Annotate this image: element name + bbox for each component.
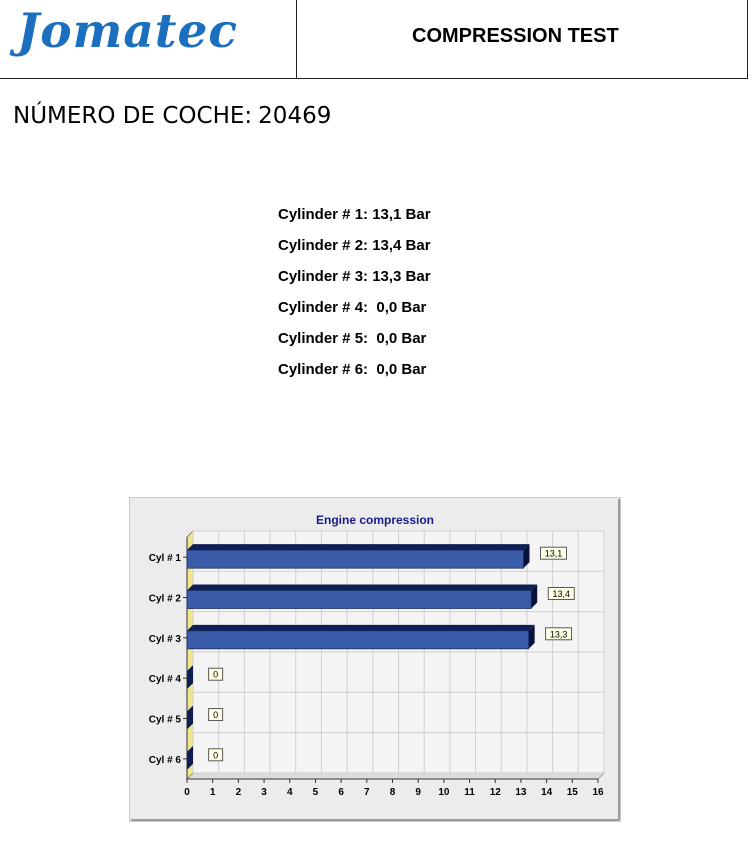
x-tick-label: 11: [464, 787, 475, 798]
cylinder-reading: Cylinder # 3: 13,3 Bar: [278, 268, 431, 285]
y-tick-label: Cyl # 6: [148, 754, 181, 766]
engine-compression-chart: [129, 497, 621, 822]
y-tick-label: Cyl # 4: [148, 674, 181, 686]
data-label: 0: [213, 710, 219, 720]
x-tick-label: 2: [235, 787, 242, 798]
car-number-line: [13, 103, 337, 129]
x-tick-label: 3: [261, 787, 267, 798]
x-tick-label: 7: [364, 787, 370, 798]
cylinder-reading: Cylinder # 4: 0,0 Bar: [278, 299, 427, 316]
x-tick-label: 1: [209, 787, 216, 798]
x-tick-label: 15: [566, 787, 578, 798]
bar-top-face: [187, 625, 535, 631]
plot-floor: [187, 773, 604, 779]
x-tick-label: 16: [592, 787, 604, 798]
x-tick-label: 4: [286, 787, 293, 798]
data-label: 13,1: [544, 548, 563, 559]
data-label: 0: [213, 669, 219, 680]
x-tick-label: 0: [184, 787, 190, 798]
chart-svg: [129, 497, 621, 822]
cylinder-reading: Cylinder # 2: 13,4 Bar: [278, 237, 431, 254]
bar-top-face: [187, 585, 537, 591]
x-tick-label: 5: [312, 787, 319, 798]
data-label: 13,4: [552, 589, 570, 599]
y-tick-label: Cyl # 1: [148, 553, 181, 565]
data-label: 0: [213, 750, 219, 761]
cylinder-reading: Cylinder # 1: 13,1 Bar: [278, 206, 431, 223]
report-title: COMPRESSION TEST: [412, 25, 619, 47]
x-tick-label: 6: [338, 787, 344, 798]
y-tick-label: Cyl # 2: [148, 593, 181, 605]
company-logo: Jomatec: [17, 4, 239, 59]
x-tick-label: 8: [389, 787, 396, 798]
x-tick-label: 13: [515, 787, 527, 798]
header-divider: [296, 0, 297, 78]
cylinder-reading: Cylinder # 5: 0,0 Bar: [278, 330, 427, 347]
x-tick-label: 9: [415, 787, 421, 798]
x-tick-label: 14: [541, 787, 553, 798]
bar-top-face: [187, 544, 530, 550]
chart-title: Engine compression: [315, 513, 435, 527]
bar: [187, 631, 529, 649]
report-header: [0, 0, 748, 79]
bar: [187, 591, 531, 609]
x-tick-label: 12: [489, 787, 501, 798]
x-tick-label: 10: [438, 787, 450, 798]
y-tick-label: Cyl # 3: [148, 633, 181, 645]
y-tick-label: Cyl # 5: [148, 714, 181, 726]
cylinder-reading: Cylinder # 6: 0,0 Bar: [278, 361, 427, 378]
cylinder-readings: [278, 205, 431, 391]
data-label: 13,3: [549, 629, 568, 640]
car-number-label: NÚMERO DE COCHE:: [13, 103, 253, 129]
bar: [187, 550, 524, 568]
car-number-value: 20469: [258, 103, 332, 129]
